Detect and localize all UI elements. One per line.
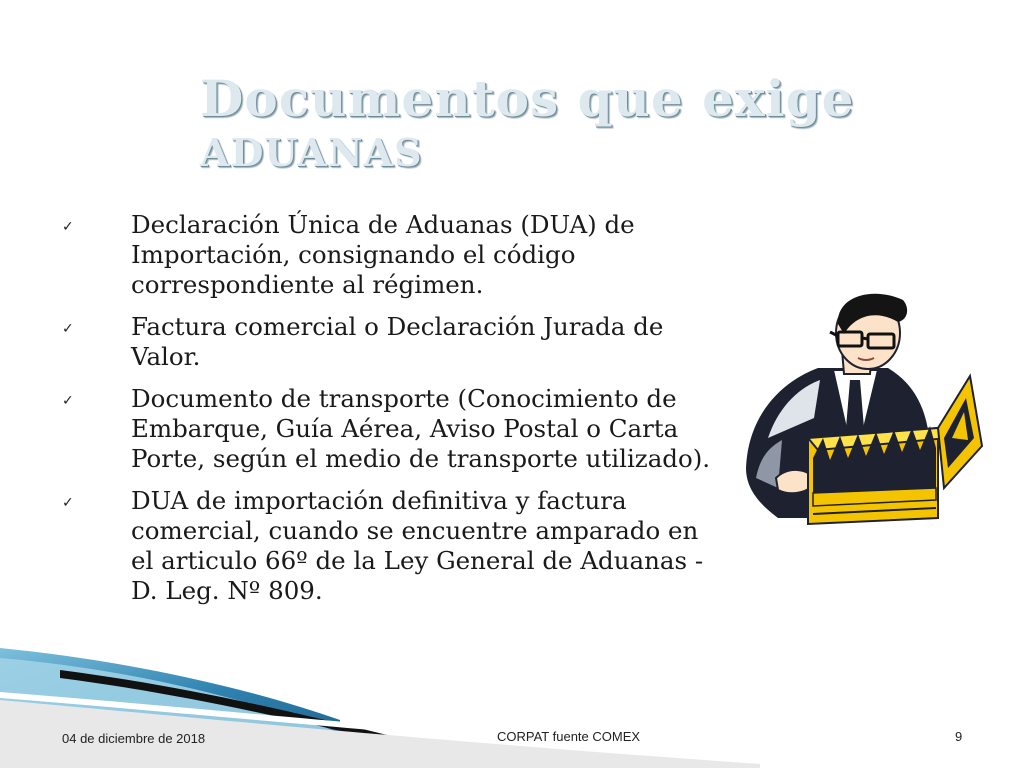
check-icon: ✓: [62, 495, 74, 511]
bullet-item: [62, 384, 722, 474]
bullet-text: Documento de transporte (Conocimiento de Embarque, Guía Aérea, Aviso Postal o Carta Porte, según el medio de transporte utilizado).: [131, 384, 711, 473]
title-line-1: Documentos que exige: [200, 69, 855, 128]
footer-source: CORPAT fuente COMEX: [497, 729, 641, 744]
decorative-wave-footer: [0, 640, 1024, 768]
bullet-item: [62, 486, 722, 606]
bullet-text: Declaración Única de Aduanas (DUA) de Importación, consignando el código correspondiente al régimen.: [131, 210, 635, 299]
page-number: 9: [955, 729, 963, 744]
slide-title: [200, 69, 855, 175]
check-icon: ✓: [62, 321, 74, 337]
bullet-text: DUA de importación definitiva y factura comercial, cuando se encuentre amparado en el articulo 66º de la Ley General de Aduanas - D. Leg. Nº 809.: [131, 486, 704, 605]
title-line-2: ADUANAS: [200, 130, 423, 175]
man-with-file-box-illustration: [738, 288, 984, 532]
bullet-item: [62, 312, 722, 372]
check-icon: ✓: [62, 219, 74, 235]
footer-date: 04 de diciembre de 2018: [62, 731, 206, 746]
bullet-text: Factura comercial o Declaración Jurada de Valor.: [131, 312, 664, 371]
bullet-list: [62, 210, 722, 618]
bullet-item: [62, 210, 722, 300]
check-icon: ✓: [62, 393, 74, 409]
